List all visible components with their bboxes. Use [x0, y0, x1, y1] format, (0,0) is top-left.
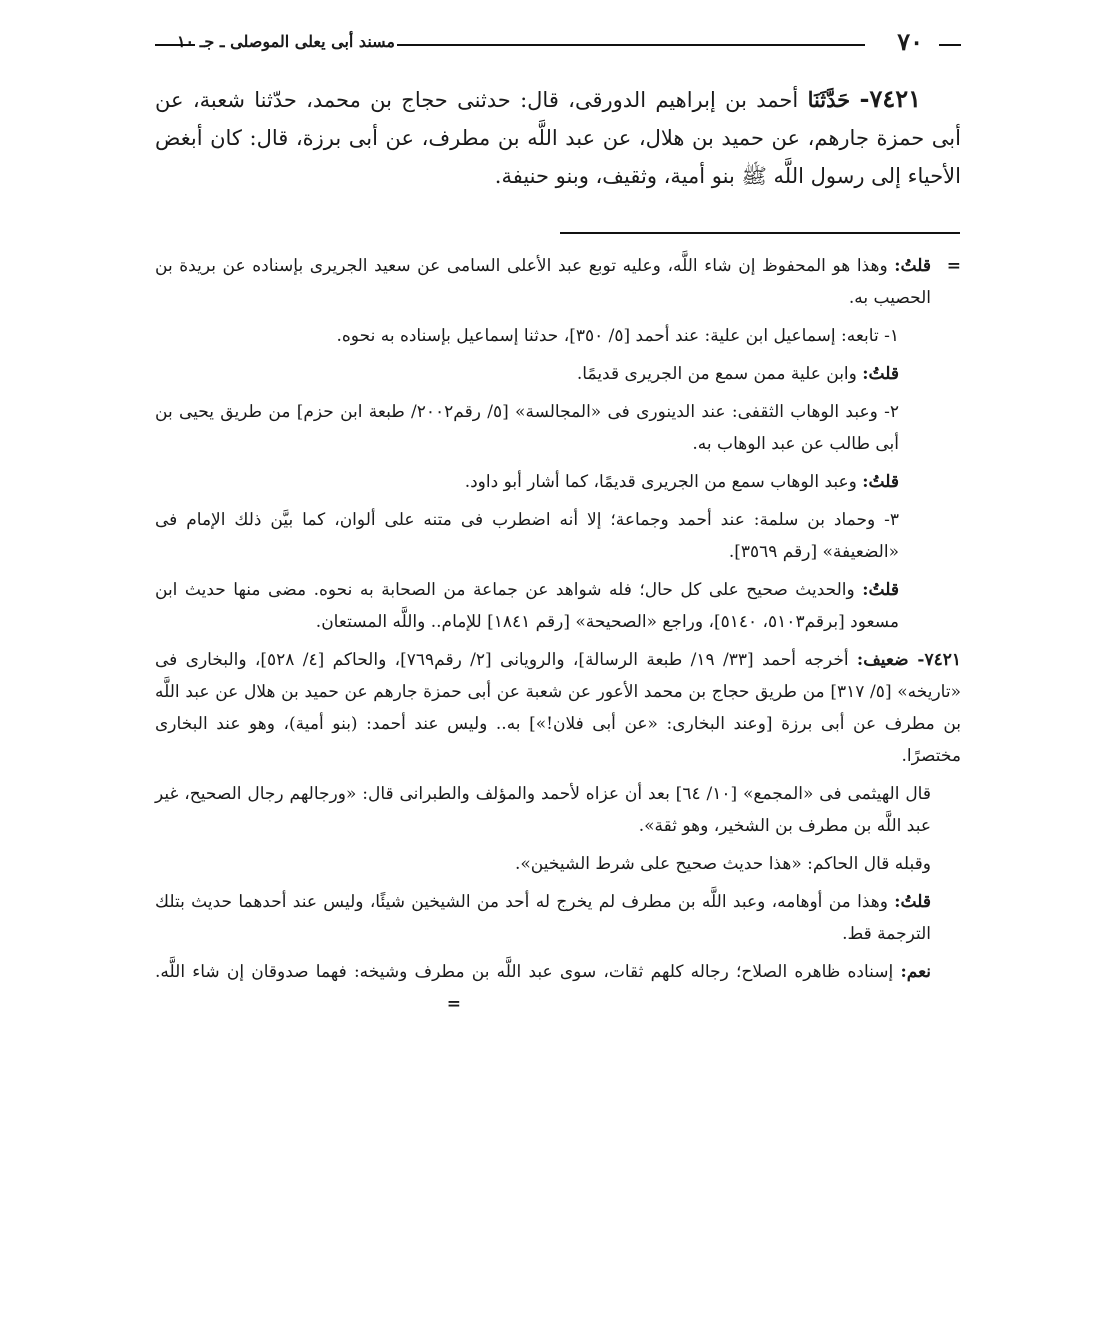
hadith-paragraph	[155, 80, 961, 195]
qult-label: قلتُ:	[894, 892, 931, 912]
commentary-block	[155, 250, 961, 1026]
note-paragraph	[155, 848, 961, 880]
note-text: ٣- وحماد بن سلمة: عند أحمد وجماعة؛ إلا أنه اضطرب فى متنه على ألوان، كما بيَّن ذلك الإمام فى «الضعيفة» [رقم ٣٥٦٩].	[155, 510, 899, 562]
note-paragraph	[155, 778, 961, 842]
note-text: ٢- وعبد الوهاب الثقفى: عند الدينورى فى «المجالسة» [٥/ رقم٢٠٠٢/ طبعة ابن حزم] من طريق يحيى بن أبى طالب عن عبد الوهاب به.	[155, 402, 900, 454]
hadith-keyword: حَدَّثَنَا	[807, 87, 851, 112]
note-paragraph	[155, 396, 961, 460]
note-text: إسناده ظاهره الصلاح؛ رجاله كلهم ثقات، سوى عبد اللَّه بن مطرف وشيخه: فهما صدوقان إن شاء اللَّه.	[155, 962, 894, 982]
hadith-number: ٧٤٢١-	[859, 84, 921, 113]
qult-label: قلتُ:	[862, 364, 899, 384]
note-paragraph	[155, 886, 961, 950]
note-paragraph	[155, 504, 961, 568]
note-text: أخرجه أحمد [٣٣/ ١٩/ طبعة الرسالة]، والرويانى [٢/ رقم٧٦٩]، والحاكم [٤/ ٥٢٨]، والبخارى فى «تاريخه» [٥/ ٣١٧] من طريق حجاج بن محمد الأعور عن شعبة عن أبى حمزة جارهم عن حميد بن هلال عن عبد اللَّه بن مطرف عن أبى برزة [وعند البخارى: «عن أبى فلان!»] به.. وليس عند أحمد: (بنو أمية)، وهو عند البخارى مختصرًا.	[155, 650, 961, 766]
note-text: وهذا من أوهامه، وعبد اللَّه بن مطرف لم يخرج له أحد من الشيخين شيئًا، وليس عند أحدهما حديث بتلك الترجمة قط.	[155, 892, 931, 944]
note-paragraph	[155, 956, 961, 1020]
note-text: وابن علية ممن سمع من الجريرى قديمًا.	[576, 364, 857, 384]
note-text: والحديث صحيح على كل حال؛ فله شواهد عن جماعة من الصحابة به نحوه. مضى منها حديث ابن مسعود [برقم٥١٠٣، ٥١٤٠]، وراجع «الصحيحة» [رقم ١٨٤١] للإمام.. واللَّه المستعان.	[155, 580, 899, 632]
note-paragraph	[155, 644, 961, 772]
header-dash-right	[939, 44, 961, 46]
note-text: وقبله قال الحاكم: «هذا حديث صحيح على شرط الشيخين».	[514, 854, 931, 874]
hadith-text-block	[155, 80, 961, 195]
note-paragraph	[155, 574, 961, 638]
qult-label: قلتُ:	[894, 256, 931, 276]
naam-label: نعم:	[900, 962, 932, 982]
book-title: مسند أبى يعلى الموصلى ـ جـ ١٠	[176, 32, 395, 51]
continuation-mark-end: =	[446, 994, 461, 1014]
continuation-mark: =	[946, 256, 961, 276]
note-paragraph	[155, 250, 961, 314]
page-number: ٧٠	[897, 27, 923, 56]
qult-label: قلتُ:	[862, 580, 899, 600]
running-header	[155, 26, 961, 62]
grading-label: ٧٤٢١- ضعيف:	[856, 650, 962, 670]
header-dash-left	[155, 44, 195, 46]
note-paragraph	[155, 358, 961, 390]
header-rule	[397, 44, 865, 46]
note-text: ١- تابعه: إسماعيل ابن علية: عند أحمد [٥/ ٣٥٠]، حدثنا إسماعيل بإسناده به نحوه.	[336, 326, 899, 346]
note-text: قال الهيثمى فى «المجمع» [١٠/ ٦٤] بعد أن عزاه لأحمد والمؤلف والطبرانى قال: «ورجالهم رجال الصحيح، غير عبد اللَّه بن مطرف بن الشخير، وهو ثقة».	[155, 784, 931, 836]
note-text: وعبد الوهاب سمع من الجريرى قديمًا، كما أشار أبو داود.	[464, 472, 857, 492]
hadith-body: أحمد بن إبراهيم الدورقى، قال: حدثنى حجاج بن محمد، حدّثنا شعبة، عن أبى حمزة جارهم، عن حميد بن هلال، عن عبد اللَّه بن مطرف، عن أبى برزة، قال: كان أبغض الأحياء إلى رسول اللَّه ﷺ بنو أمية، وثقيف، وبنو حنيفة.	[155, 88, 961, 188]
note-paragraph	[155, 466, 961, 498]
note-paragraph	[155, 320, 961, 352]
note-text: وهذا هو المحفوظ إن شاء اللَّه، وعليه توبع عبد الأعلى السامى عن سعيد الجريرى بإسناده عن بريدة بن الحصيب به.	[155, 256, 931, 308]
qult-label: قلتُ:	[862, 472, 899, 492]
footnote-separator	[560, 232, 960, 234]
